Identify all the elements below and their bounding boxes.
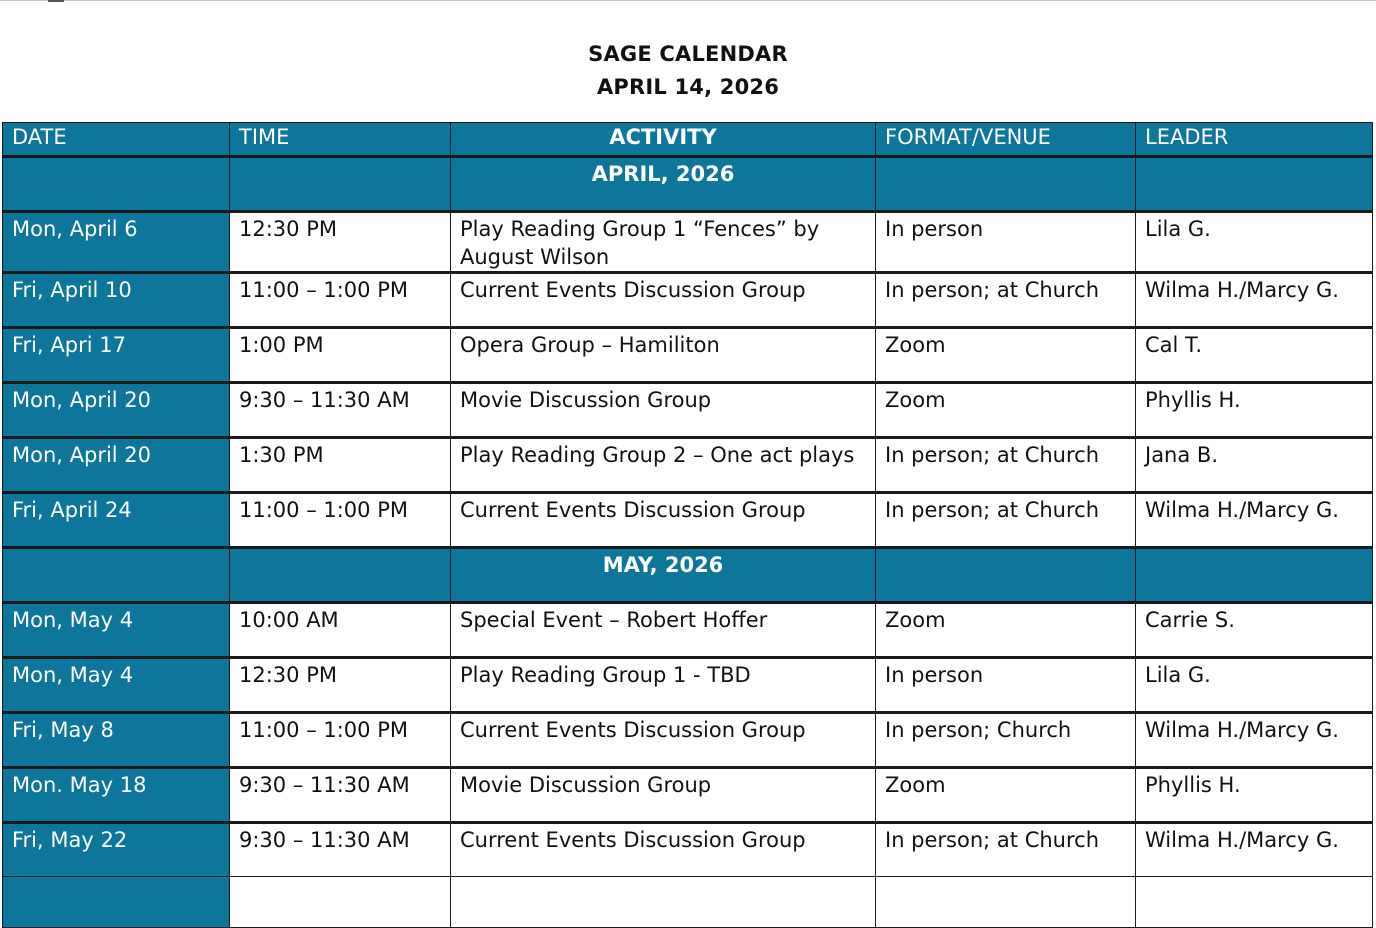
table-row bbox=[3, 493, 1373, 548]
column-header-activity: ACTIVITY bbox=[451, 123, 876, 157]
table-row bbox=[3, 328, 1373, 383]
event-activity: Current Events Discussion Group bbox=[451, 713, 876, 768]
event-activity: Opera Group – Hamiliton bbox=[451, 328, 876, 383]
calendar-table bbox=[2, 122, 1373, 928]
event-time: 11:00 – 1:00 PM bbox=[230, 493, 451, 548]
empty-row bbox=[3, 877, 1373, 928]
month-row-may bbox=[3, 548, 1373, 603]
page-corner-mark bbox=[48, 0, 64, 2]
event-date: Mon, May 4 bbox=[3, 658, 230, 713]
event-leader: Wilma H./Marcy G. bbox=[1136, 493, 1373, 548]
event-activity: Play Reading Group 2 – One act plays bbox=[451, 438, 876, 493]
event-activity: Movie Discussion Group bbox=[451, 768, 876, 823]
column-header-row bbox=[3, 123, 1373, 157]
event-time: 9:30 – 11:30 AM bbox=[230, 823, 451, 877]
event-venue: In person; Church bbox=[876, 713, 1136, 768]
event-date: Fri, April 24 bbox=[3, 493, 230, 548]
table-row bbox=[3, 383, 1373, 438]
column-header-time: TIME bbox=[230, 123, 451, 157]
event-time: 9:30 – 11:30 AM bbox=[230, 383, 451, 438]
event-leader: Wilma H./Marcy G. bbox=[1136, 273, 1373, 328]
event-activity: Play Reading Group 1 - TBD bbox=[451, 658, 876, 713]
column-header-venue: FORMAT/VENUE bbox=[876, 123, 1136, 157]
month-label: APRIL, 2026 bbox=[451, 157, 876, 212]
table-row bbox=[3, 212, 1373, 273]
event-leader: Carrie S. bbox=[1136, 603, 1373, 658]
event-time: 1:30 PM bbox=[230, 438, 451, 493]
event-date: Mon, May 4 bbox=[3, 603, 230, 658]
event-time: 11:00 – 1:00 PM bbox=[230, 713, 451, 768]
event-date: Fri, May 8 bbox=[3, 713, 230, 768]
event-venue: In person; at Church bbox=[876, 823, 1136, 877]
table-row bbox=[3, 438, 1373, 493]
calendar-title: SAGE CALENDAR bbox=[588, 42, 788, 66]
event-venue: In person; at Church bbox=[876, 493, 1136, 548]
event-date: Mon. May 18 bbox=[3, 768, 230, 823]
page-top-border bbox=[0, 0, 1376, 1]
event-date: Mon, April 20 bbox=[3, 438, 230, 493]
event-venue: In person; at Church bbox=[876, 438, 1136, 493]
event-activity: Current Events Discussion Group bbox=[451, 273, 876, 328]
table-row bbox=[3, 823, 1373, 877]
column-header-date: DATE bbox=[3, 123, 230, 157]
event-activity: Current Events Discussion Group bbox=[451, 823, 876, 877]
event-time: 9:30 – 11:30 AM bbox=[230, 768, 451, 823]
event-activity: Play Reading Group 1 “Fences” by August Wilson bbox=[451, 212, 876, 273]
table-row bbox=[3, 768, 1373, 823]
event-venue: Zoom bbox=[876, 768, 1136, 823]
event-time: 1:00 PM bbox=[230, 328, 451, 383]
event-venue: In person; at Church bbox=[876, 273, 1136, 328]
table-row bbox=[3, 658, 1373, 713]
calendar-date: APRIL 14, 2026 bbox=[596, 75, 780, 99]
event-leader: Cal T. bbox=[1136, 328, 1373, 383]
event-leader: Phyllis H. bbox=[1136, 383, 1373, 438]
event-leader: Lila G. bbox=[1136, 658, 1373, 713]
table-row bbox=[3, 713, 1373, 768]
event-time: 11:00 – 1:00 PM bbox=[230, 273, 451, 328]
event-time: 12:30 PM bbox=[230, 658, 451, 713]
event-activity: Special Event – Robert Hoffer bbox=[451, 603, 876, 658]
event-venue: Zoom bbox=[876, 328, 1136, 383]
event-date: Mon, April 20 bbox=[3, 383, 230, 438]
event-date: Mon, April 6 bbox=[3, 212, 230, 273]
event-leader: Jana B. bbox=[1136, 438, 1373, 493]
event-date: Fri, May 22 bbox=[3, 823, 230, 877]
month-label: MAY, 2026 bbox=[451, 548, 876, 603]
column-header-leader: LEADER bbox=[1136, 123, 1373, 157]
month-row-april bbox=[3, 157, 1373, 212]
event-date: Fri, April 10 bbox=[3, 273, 230, 328]
event-leader: Wilma H./Marcy G. bbox=[1136, 713, 1373, 768]
event-venue: In person bbox=[876, 658, 1136, 713]
event-date: Fri, Apri 17 bbox=[3, 328, 230, 383]
event-activity: Movie Discussion Group bbox=[451, 383, 876, 438]
event-time: 12:30 PM bbox=[230, 212, 451, 273]
event-time: 10:00 AM bbox=[230, 603, 451, 658]
event-venue: Zoom bbox=[876, 383, 1136, 438]
table-row bbox=[3, 273, 1373, 328]
event-leader: Lila G. bbox=[1136, 212, 1373, 273]
table-row bbox=[3, 603, 1373, 658]
event-venue: In person bbox=[876, 212, 1136, 273]
event-activity: Current Events Discussion Group bbox=[451, 493, 876, 548]
event-venue: Zoom bbox=[876, 603, 1136, 658]
event-leader: Wilma H./Marcy G. bbox=[1136, 823, 1373, 877]
event-leader: Phyllis H. bbox=[1136, 768, 1373, 823]
